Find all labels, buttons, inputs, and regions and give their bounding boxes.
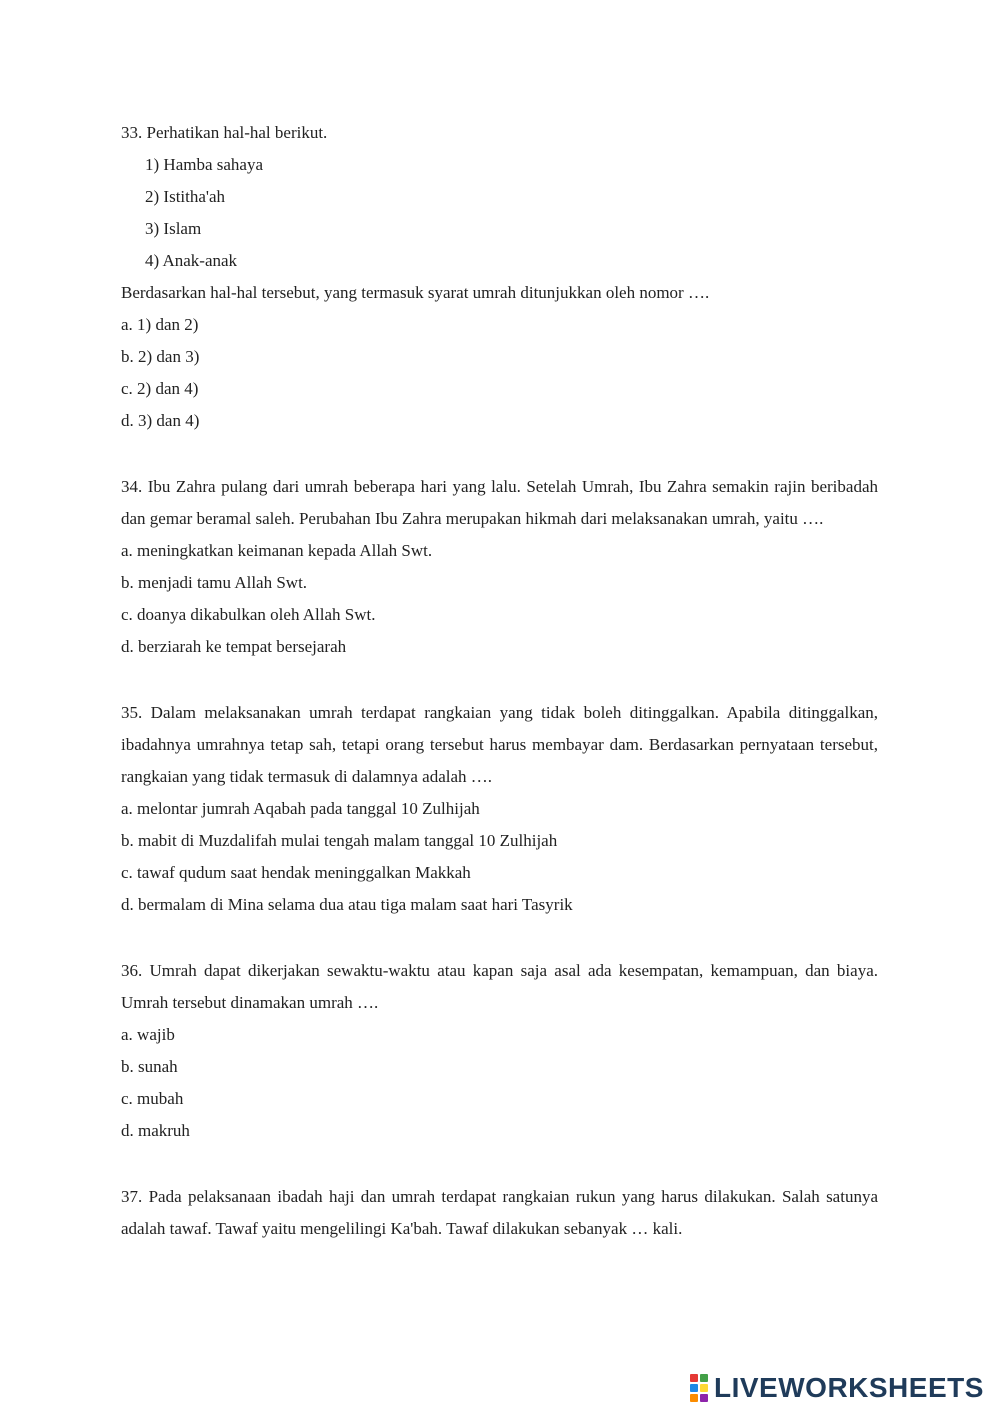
answer-option: d. 3) dan 4) xyxy=(121,411,200,430)
answer-option: a. wajib xyxy=(121,1025,175,1044)
answer-option: c. 2) dan 4) xyxy=(121,379,199,398)
logo-block xyxy=(700,1384,708,1392)
liveworksheets-logo[interactable] xyxy=(690,1373,984,1403)
answer-option: b. mabit di Muzdalifah mulai tengah malam tanggal 10 Zulhijah xyxy=(121,831,558,850)
answer-option: d. bermalam di Mina selama dua atau tiga malam saat hari Tasyrik xyxy=(121,895,573,914)
question-prompt: Berdasarkan hal-hal tersebut, yang termasuk syarat umrah ditunjukkan oleh nomor …. xyxy=(121,283,710,302)
answer-option: b. sunah xyxy=(121,1057,178,1076)
question-stem: 35. Dalam melaksanakan umrah terdapat rangkaian yang tidak boleh ditinggalkan. Apabila ditinggalkan, ibadahnya umrahnya tetap sah, tetapi orang tersebut harus membayar dam. Berdasarkan pernyataan tersebut, rangkaian yang tidak termasuk di dalamnya adalah …. xyxy=(121,703,878,786)
question-33 xyxy=(121,117,878,437)
logo-block xyxy=(690,1384,698,1392)
answer-option: d. berziarah ke tempat bersejarah xyxy=(121,637,347,656)
question-34 xyxy=(121,471,878,663)
question-36 xyxy=(121,955,878,1147)
logo-text: LIVEWORKSHEETS xyxy=(714,1372,984,1403)
answer-option: c. doanya dikabulkan oleh Allah Swt. xyxy=(121,605,376,624)
worksheet-page xyxy=(121,117,878,1245)
list-item: 3) Islam xyxy=(145,219,202,238)
logo-block xyxy=(700,1394,708,1402)
answer-option: c. tawaf qudum saat hendak meninggalkan Makkah xyxy=(121,863,471,882)
logo-block xyxy=(700,1374,708,1382)
answer-option: b. menjadi tamu Allah Swt. xyxy=(121,573,308,592)
answer-option: d. makruh xyxy=(121,1121,190,1140)
answer-option: a. meningkatkan keimanan kepada Allah Swt. xyxy=(121,541,433,560)
list-item: 2) Istitha'ah xyxy=(145,187,226,206)
question-37 xyxy=(121,1181,878,1245)
question-stem: 37. Pada pelaksanaan ibadah haji dan umrah terdapat rangkaian rukun yang harus dilakukan. Salah satunya adalah tawaf. Tawaf yaitu mengelilingi Ka'bah. Tawaf dilakukan sebanyak … kali. xyxy=(121,1187,878,1238)
list-item: 1) Hamba sahaya xyxy=(145,155,264,174)
answer-option: a. 1) dan 2) xyxy=(121,315,199,334)
question-stem: 34. Ibu Zahra pulang dari umrah beberapa hari yang lalu. Setelah Umrah, Ibu Zahra semakin rajin beribadah dan gemar beramal saleh. Perubahan Ibu Zahra merupakan hikmah dari melaksanakan umrah, yaitu …. xyxy=(121,477,878,528)
logo-block xyxy=(690,1374,698,1382)
question-stem: 33. Perhatikan hal-hal berikut. xyxy=(121,123,328,142)
logo-block xyxy=(690,1394,698,1402)
question-stem: 36. Umrah dapat dikerjakan sewaktu-waktu atau kapan saja asal ada kesempatan, kemampuan, dan biaya. Umrah tersebut dinamakan umrah …. xyxy=(121,961,878,1012)
answer-option: a. melontar jumrah Aqabah pada tanggal 10 Zulhijah xyxy=(121,799,480,818)
logo-blocks-icon xyxy=(690,1374,708,1402)
answer-option: c. mubah xyxy=(121,1089,184,1108)
answer-option: b. 2) dan 3) xyxy=(121,347,200,366)
list-item: 4) Anak-anak xyxy=(145,251,238,270)
question-35 xyxy=(121,697,878,921)
